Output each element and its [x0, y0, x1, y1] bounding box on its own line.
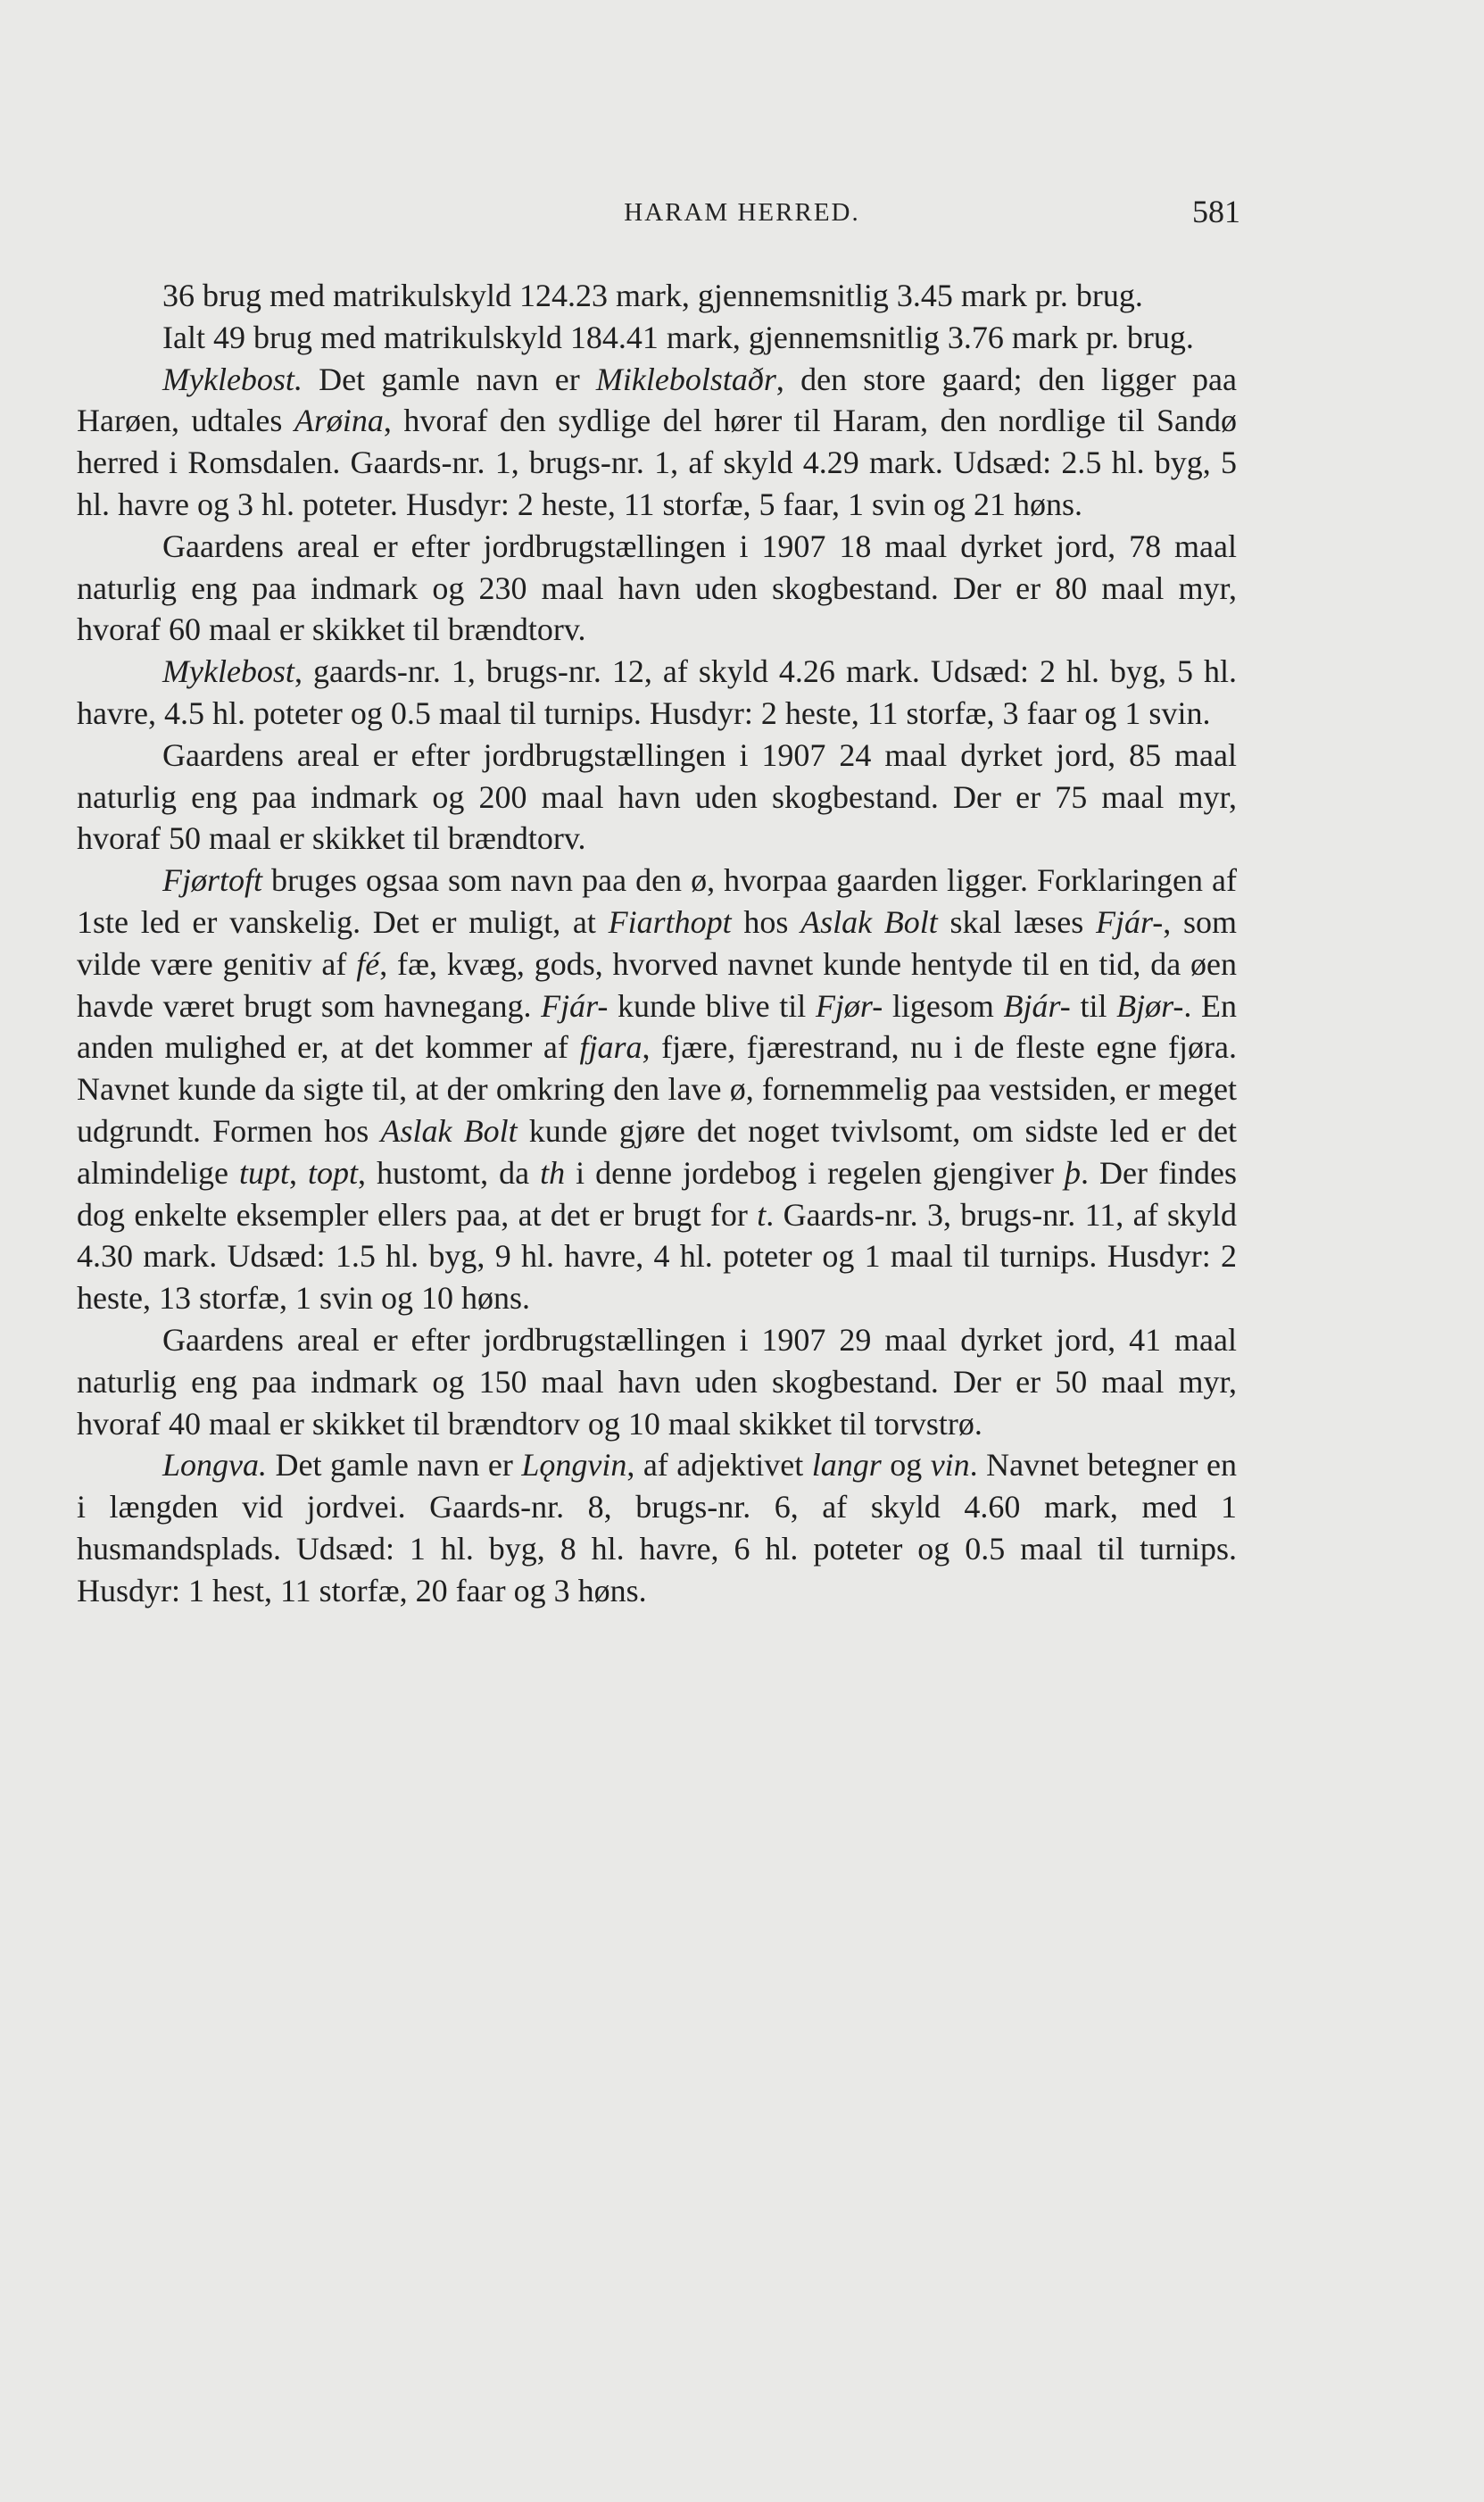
text-run: 36 brug med matrikulskyld 124.23 mark, gjennemsnitlig 3.45 mark pr. brug.: [162, 278, 1143, 313]
italic-term: Aslak Bolt: [800, 903, 938, 940]
italic-term: Aslak Bolt: [380, 1112, 518, 1149]
text-run: , som vilde være genitiv af: [77, 903, 1237, 982]
paragraph: [77, 275, 1237, 317]
body-text: [77, 275, 1237, 1612]
text-run: Gaardens areal er efter jordbrugstællingen i 1907 18 maal dyrket jord, 78 maal naturlig eng paa indmark og 230 maal havn uden skogbestand. Der er 80 maal myr, hvoraf 60 maal er skikket til brændtorv.: [77, 528, 1237, 648]
italic-term: topt: [308, 1154, 359, 1191]
italic-term: Myklebost.: [162, 361, 303, 397]
text-run: bruges ogsaa som navn paa den ø, hvorpaa gaarden ligger. Forklaringen af 1ste led er vanskelig. Det er muligt, at: [77, 862, 1237, 940]
paragraph: [77, 1444, 1237, 1611]
italic-term: vin: [930, 1447, 970, 1484]
italic-term: Fjør-: [815, 987, 883, 1024]
text-run: , den store gaard; den ligger paa Harøen, udtales: [77, 361, 1237, 439]
text-run: , gaards-nr. 1, brugs-nr. 12, af skyld 4.26 mark. Udsæd: 2 hl. byg, 5 hl. havre, 4.5 hl. poteter og 0.5 maal til turnips. Husdyr: 2 heste, 11 storfæ, 3 faar og 1 svin.: [77, 653, 1237, 731]
text-run: kunde gjøre det noget tvivlsomt, om sidste led er det almindelige: [77, 1112, 1237, 1191]
italic-term: fé: [356, 945, 380, 982]
italic-term: langr: [811, 1447, 882, 1484]
italic-term: þ: [1065, 1154, 1082, 1191]
running-header-title: HARAM HERRED.: [624, 198, 860, 227]
text-run: kunde blive til: [608, 987, 816, 1024]
text-run: Gaardens areal er efter jordbrugstællingen i 1907 29 maal dyrket jord, 41 maal naturlig eng paa indmark og 150 maal havn uden skogbestand. Der er 50 maal myr, hvoraf 40 maal er skikket til brændtorv og 10 maal skikket til torvstrø.: [77, 1321, 1237, 1442]
text-run: , hvoraf den sydlige del hører til Haram, den nordlige til Sandø herred i Romsdalen. Gaards-nr. 1, brugs-nr. 1, af skyld 4.29 mark. Udsæd: 2.5 hl. byg, 5 hl. havre og 3 hl. poteter. Husdyr: 2 heste, 11 storfæ, 5 faar, 1 svin og 21 høns.: [77, 403, 1237, 522]
italic-term: Bjár-: [1003, 987, 1071, 1024]
text-run: ,: [288, 1154, 309, 1191]
text-run: , af adjektivet: [626, 1447, 812, 1484]
italic-term: t: [757, 1196, 767, 1233]
text-run: skal læses: [937, 903, 1096, 940]
text-run: til: [1070, 987, 1117, 1024]
italic-term: th: [540, 1154, 566, 1191]
text-run: Ialt 49 brug med matrikulskyld 184.41 mark, gjennemsnitlig 3.76 mark pr. brug.: [162, 319, 1194, 355]
paragraph: [77, 860, 1237, 1319]
paragraph: [77, 1319, 1237, 1444]
text-run: , fjære, fjærestrand, nu i de fleste egne fjøra. Navnet kunde da sigte til, at der omkring den lave ø, fornemmelig paa vestsiden, er meget udgrundt. Formen hos: [77, 1029, 1237, 1149]
italic-term: Myklebost: [162, 653, 294, 690]
text-run: . Gaards-nr. 3, brugs-nr. 11, af skyld 4.30 mark. Udsæd: 1.5 hl. byg, 9 hl. havre, 4 hl. poteter og 1 maal til turnips. Husdyr: 2 heste, 13 storfæ, 1 svin og 10 høns.: [77, 1196, 1237, 1317]
text-run: i denne jordebog i regelen gjengiver: [565, 1154, 1065, 1191]
text-run: Det gamle navn er: [267, 1447, 522, 1484]
italic-term: tupt: [238, 1154, 289, 1191]
text-run: Det gamle navn er: [302, 361, 596, 397]
text-run: hos: [731, 903, 801, 940]
italic-term: Fjár-: [541, 987, 609, 1024]
paragraph: [77, 651, 1237, 735]
italic-term: Fjár-: [1095, 903, 1164, 940]
text-run: . Navnet betegner en i længden vid jordvei. Gaards-nr. 8, brugs-nr. 6, af skyld 4.60 mark, med 1 husmandsplads. Udsæd: 1 hl. byg, 8 hl. havre, 6 hl. poteter og 0.5 maal til turnips. Husdyr: 1 hest, 11 storfæ, 20 faar og 3 høns.: [77, 1447, 1237, 1608]
text-run: og: [881, 1447, 931, 1484]
page-number: 581: [1192, 194, 1240, 229]
text-run: ligesom: [883, 987, 1004, 1024]
paragraph: [77, 526, 1237, 651]
text-run: , fæ, kvæg, gods, hvorved navnet kunde hentyde til en tid, da øen havde været brugt som havnegang.: [77, 945, 1237, 1024]
text-run: . Der findes dog enkelte eksempler ellers paa, at det er brugt for: [77, 1154, 1237, 1233]
text-run: . En anden mulighed er, at det kommer af: [77, 987, 1238, 1066]
paragraph: [77, 735, 1237, 860]
italic-term: Arøina: [294, 403, 384, 439]
italic-term: Longva.: [162, 1447, 267, 1484]
paragraph: [77, 359, 1237, 526]
italic-term: Lǫngvin: [521, 1447, 627, 1484]
text-run: , hustomt, da: [358, 1154, 541, 1191]
italic-term: fjara: [579, 1029, 643, 1066]
italic-term: Fiarthopt: [608, 903, 732, 940]
italic-term: Fjørtoft: [162, 862, 263, 899]
paragraph: [77, 317, 1237, 359]
italic-term: Miklebolstaðr: [595, 361, 776, 397]
italic-term: Bjør-: [1116, 987, 1184, 1024]
text-run: Gaardens areal er efter jordbrugstællingen i 1907 24 maal dyrket jord, 85 maal naturlig eng paa indmark og 200 maal havn uden skogbestand. Der er 75 maal myr, hvoraf 50 maal er skikket til brændtorv.: [77, 736, 1237, 857]
